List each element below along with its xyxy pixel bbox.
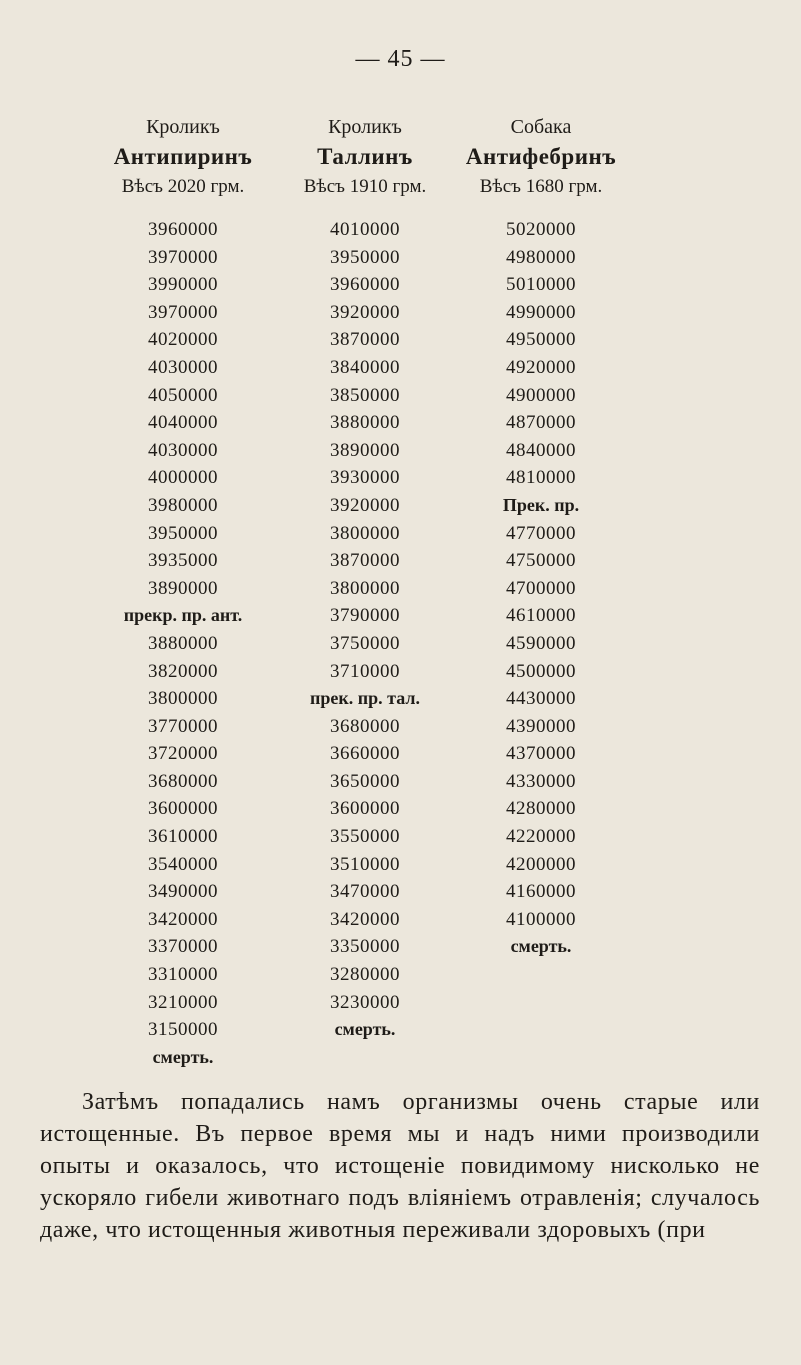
column-weight: Вѣсъ 2020 грм.	[121, 176, 245, 197]
value-cell: 3550000	[330, 826, 400, 848]
column-weight: Вѣсъ 1680 грм.	[479, 176, 603, 197]
value-cell: 3970000	[148, 246, 218, 268]
column-drug: Антифебринъ	[465, 144, 617, 169]
value-cell: 3990000	[148, 274, 218, 296]
value-cell: 4750000	[506, 550, 576, 572]
value-cell: 3800000	[148, 688, 218, 710]
data-table	[0, 112, 801, 1067]
value-cell: 4950000	[506, 329, 576, 351]
value-cell: 4040000	[148, 412, 218, 434]
value-cell: 4990000	[506, 301, 576, 323]
value-cell: 4610000	[506, 605, 576, 627]
body-paragraph: Затѣмъ попадались намъ организмы очень старые или истощенные. Въ первое время мы и надъ ними производили опыты и оказалось, что истощеніе повидимому нисколько не ускоряло гибели животнаго подъ вліяніемъ отравленія; случалось даже, что истощенныя животныя переживали здоровыхъ (при	[40, 1089, 760, 1243]
value-cell: 3800000	[330, 577, 400, 599]
value-cell: 4870000	[506, 412, 576, 434]
value-cell: 3980000	[148, 494, 218, 516]
value-cell: 3710000	[330, 660, 400, 682]
value-cell: 4200000	[506, 853, 576, 875]
value-cell: 4500000	[506, 660, 576, 682]
value-cell: 4370000	[506, 743, 576, 765]
value-cell: 3600000	[148, 798, 218, 820]
value-cell: 3510000	[330, 853, 400, 875]
value-cell: 3600000	[330, 798, 400, 820]
value-cell: 3650000	[330, 770, 400, 792]
value-cell: 3680000	[148, 770, 218, 792]
value-cell: 3800000	[330, 522, 400, 544]
value-cell: 4810000	[506, 467, 576, 489]
column-animal: Собака	[510, 116, 572, 138]
value-cell: 4100000	[506, 908, 576, 930]
value-cell: 3950000	[148, 522, 218, 544]
value-cell: 3850000	[330, 384, 400, 406]
value-cell: 5020000	[506, 219, 576, 240]
value-cell: 3470000	[330, 881, 400, 903]
value-cell: 4280000	[506, 798, 576, 820]
value-cell: 4920000	[506, 356, 576, 378]
value-cell: 3420000	[330, 908, 400, 930]
value-cell: 3230000	[330, 991, 400, 1013]
value-cell: 5010000	[506, 274, 576, 296]
value-cell: 3770000	[148, 715, 218, 737]
column-drug: Таллинъ	[317, 144, 413, 169]
value-cell: 3930000	[330, 467, 400, 489]
value-cell: 3880000	[148, 632, 218, 654]
value-cell: смерть.	[152, 1046, 214, 1067]
value-cell: 3370000	[148, 936, 218, 958]
column-animal: Кроликъ	[328, 116, 402, 138]
value-cell: 4900000	[506, 384, 576, 406]
value-cell: 4050000	[148, 384, 218, 406]
value-cell: 4840000	[506, 439, 576, 461]
value-cell: 3880000	[330, 412, 400, 434]
value-cell: 3920000	[330, 494, 400, 516]
value-cell: Прек. пр.	[502, 494, 580, 515]
value-cell: 3540000	[148, 853, 218, 875]
value-cell: 3610000	[148, 826, 218, 848]
page-number: — 45 —	[355, 46, 446, 72]
value-cell: 4770000	[506, 522, 576, 544]
value-cell: 3150000	[148, 1019, 218, 1041]
value-cell: смерть.	[334, 1019, 396, 1040]
value-cell: 3920000	[330, 301, 400, 323]
value-cell: 3890000	[148, 577, 218, 599]
value-cell: 3935000	[148, 550, 218, 572]
value-cell: 3960000	[330, 274, 400, 296]
column-animal: Кроликъ	[146, 116, 220, 138]
value-cell: 4000000	[148, 467, 218, 489]
value-cell: 3280000	[330, 964, 400, 986]
column-dog-antifebrin	[426, 112, 656, 961]
value-cell: 3950000	[330, 246, 400, 268]
value-cell: 4020000	[148, 329, 218, 351]
value-cell: 4010000	[330, 219, 400, 240]
value-cell: 4700000	[506, 577, 576, 599]
value-cell: 3790000	[330, 605, 400, 627]
value-cell: 4030000	[148, 356, 218, 378]
value-cell: 4590000	[506, 632, 576, 654]
column-weight: Вѣсъ 1910 грм.	[303, 176, 427, 197]
value-cell: 3210000	[148, 991, 218, 1013]
value-cell: 3490000	[148, 881, 218, 903]
value-cell: смерть.	[510, 936, 572, 957]
value-cell: 3820000	[148, 660, 218, 682]
value-cell: 3350000	[330, 936, 400, 958]
value-cell: 4330000	[506, 770, 576, 792]
value-cell: 4980000	[506, 246, 576, 268]
value-cell: 3310000	[148, 964, 218, 986]
value-cell: 3680000	[330, 715, 400, 737]
value-cell: 4390000	[506, 715, 576, 737]
value-list	[426, 216, 656, 961]
value-cell: 3960000	[148, 219, 218, 240]
value-cell: 4030000	[148, 439, 218, 461]
value-cell: 3890000	[330, 439, 400, 461]
value-cell: 3720000	[148, 743, 218, 765]
value-cell: 4160000	[506, 881, 576, 903]
value-cell: 3660000	[330, 743, 400, 765]
value-cell: 4430000	[506, 688, 576, 710]
value-cell: 3420000	[148, 908, 218, 930]
value-cell: 3870000	[330, 329, 400, 351]
value-cell: 4220000	[506, 826, 576, 848]
value-cell: прекр. пр. aнт.	[123, 605, 243, 626]
value-cell: 3840000	[330, 356, 400, 378]
column-drug: Антипиринъ	[113, 144, 253, 169]
value-cell: 3870000	[330, 550, 400, 572]
value-cell: 3970000	[148, 301, 218, 323]
value-cell: прек. пр. тал.	[310, 688, 420, 709]
value-cell: 3750000	[330, 632, 400, 654]
